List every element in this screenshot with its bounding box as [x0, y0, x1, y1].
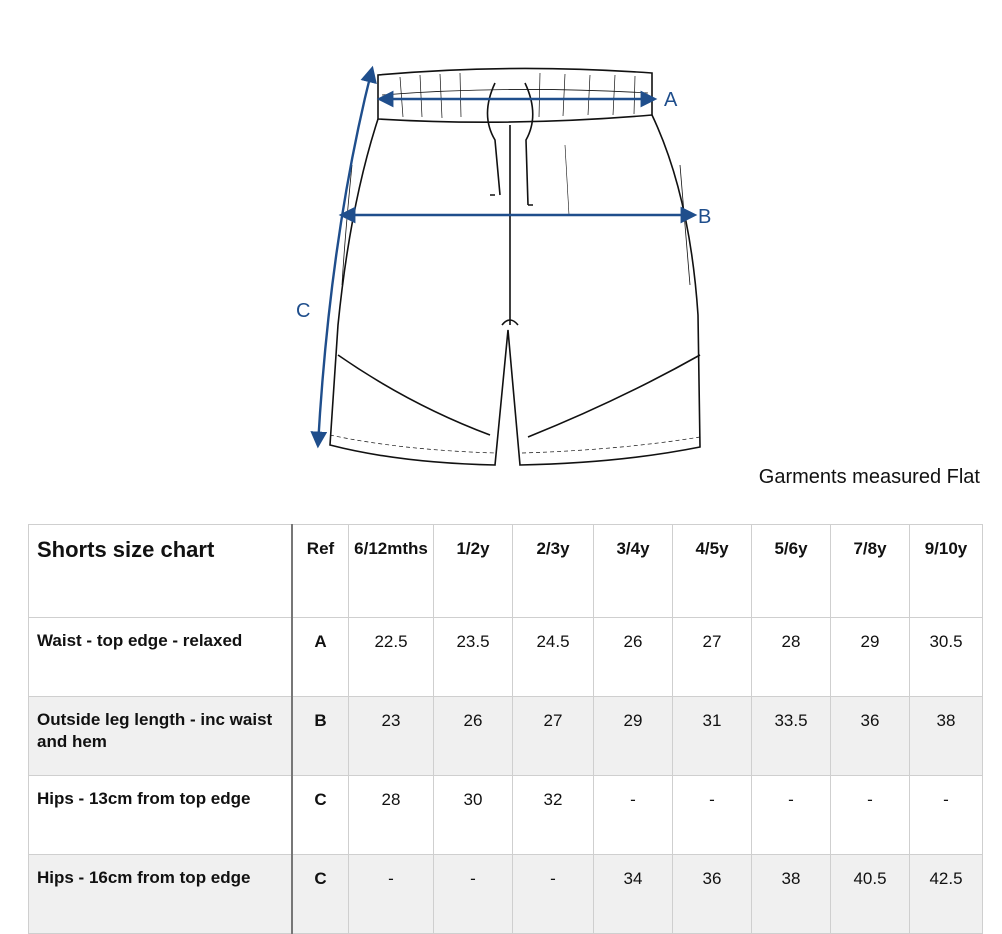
- table-header-row: [29, 525, 983, 618]
- table-cell: 30.5: [910, 618, 983, 697]
- table-cell: 38: [910, 697, 983, 776]
- table-cell: 23: [349, 697, 434, 776]
- shorts-outline: [330, 68, 700, 465]
- table-cell: 22.5: [349, 618, 434, 697]
- table-cell: 29: [594, 697, 673, 776]
- shorts-diagram: [290, 55, 730, 475]
- table-cell: 26: [434, 697, 513, 776]
- row-label: Hips - 16cm from top edge: [29, 855, 293, 934]
- table-cell: -: [349, 855, 434, 934]
- table-cell: 32: [513, 776, 594, 855]
- table-cell: 27: [673, 618, 752, 697]
- size-header: 6/12mths: [349, 525, 434, 618]
- row-ref: A: [292, 618, 349, 697]
- table-cell: 31: [673, 697, 752, 776]
- table-row: [29, 618, 983, 697]
- table-row: [29, 776, 983, 855]
- table-cell: 29: [831, 618, 910, 697]
- measure-c-arrow: [318, 69, 372, 445]
- table-cell: -: [513, 855, 594, 934]
- table-cell: -: [434, 855, 513, 934]
- label-c: C: [296, 300, 311, 322]
- table-row: [29, 855, 983, 934]
- table-row: [29, 697, 983, 776]
- table-cell: 24.5: [513, 618, 594, 697]
- row-label: Hips - 13cm from top edge: [29, 776, 293, 855]
- table-cell: 27: [513, 697, 594, 776]
- table-cell: 40.5: [831, 855, 910, 934]
- table-cell: -: [831, 776, 910, 855]
- table-cell: 33.5: [752, 697, 831, 776]
- row-ref: C: [292, 776, 349, 855]
- table-cell: 23.5: [434, 618, 513, 697]
- table-cell: 28: [349, 776, 434, 855]
- row-label: Outside leg length - inc waist and hem: [29, 697, 293, 776]
- row-ref: C: [292, 855, 349, 934]
- table-cell: 28: [752, 618, 831, 697]
- measurement-note: Garments measured Flat: [758, 466, 980, 488]
- ref-header: Ref: [292, 525, 349, 618]
- table-cell: 36: [831, 697, 910, 776]
- table-cell: 42.5: [910, 855, 983, 934]
- size-header: 5/6y: [752, 525, 831, 618]
- table-cell: -: [752, 776, 831, 855]
- label-a: A: [664, 89, 678, 111]
- size-chart-table: [28, 524, 983, 934]
- table-cell: 30: [434, 776, 513, 855]
- size-header: 4/5y: [673, 525, 752, 618]
- table-cell: -: [594, 776, 673, 855]
- table-cell: -: [673, 776, 752, 855]
- table-cell: 36: [673, 855, 752, 934]
- table-cell: 34: [594, 855, 673, 934]
- row-label: Waist - top edge - relaxed: [29, 618, 293, 697]
- size-header: 3/4y: [594, 525, 673, 618]
- size-header: 7/8y: [831, 525, 910, 618]
- size-header: 2/3y: [513, 525, 594, 618]
- table-cell: 38: [752, 855, 831, 934]
- size-header: 9/10y: [910, 525, 983, 618]
- chart-title: Shorts size chart: [29, 525, 293, 618]
- row-ref: B: [292, 697, 349, 776]
- label-b: B: [698, 206, 712, 228]
- size-header: 1/2y: [434, 525, 513, 618]
- table-cell: -: [910, 776, 983, 855]
- table-cell: 26: [594, 618, 673, 697]
